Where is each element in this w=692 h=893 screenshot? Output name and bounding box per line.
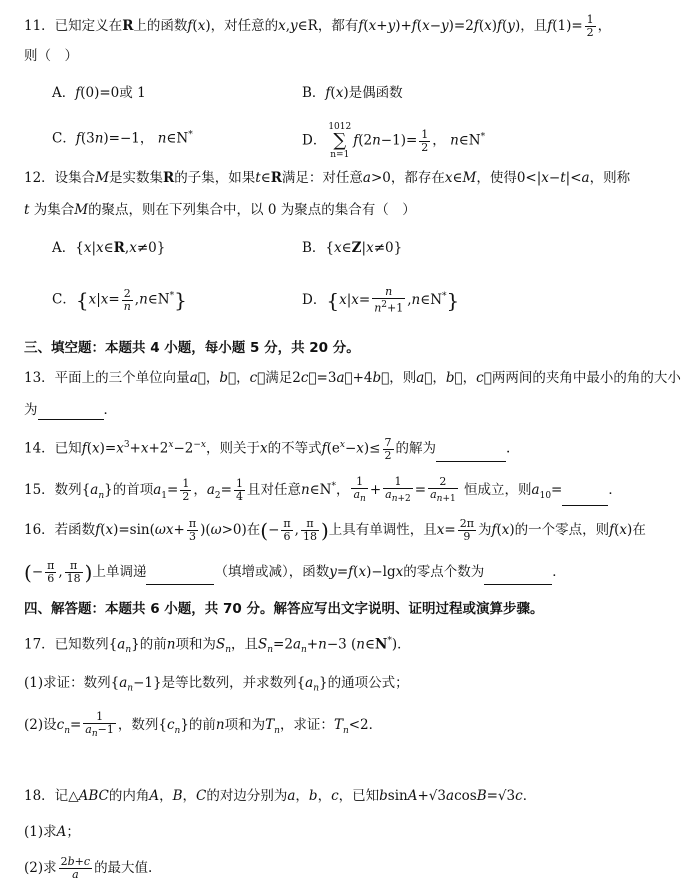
q11-line2: 则（ ） [24, 48, 78, 64]
answer-blank[interactable] [146, 570, 214, 585]
answer-blank[interactable] [484, 570, 552, 585]
q11-option-c: C．f(3n)=−1， n∈N* [52, 130, 193, 147]
section-3-heading: 三、填空题：本题共 4 小题，每小题 5 分，共 20 分。 [24, 340, 360, 356]
q12-option-c: C．{x|x= $\frac{2}{n}$ ,n∈N*} [52, 286, 187, 313]
q18-part2: (2)求 $\frac{2b+c}{a}$ 的最大值. [24, 855, 153, 881]
q18-stem: 18．记△ABC的内角A，B，C的对边分别为a，b，c，已知bsinA+√3acosB=√3c． [24, 788, 537, 804]
q14-stem: 14．已知$f(x)=x^3+x+2^x-2^{-x}$，则关于x的不等式$f(e^x-x)\le$ $\frac{7}{2}$ 的解为 . [24, 435, 511, 462]
section-4-heading: 四、解答题：本题共 6 小题，共 70 分。解答应写出文字说明、证明过程或演算步骤。 [24, 601, 544, 617]
q16-stem: 16．若函数f(x)=sin(ωx+ $\frac{\pi}{3}$ )(ω>0)在(− $\frac{\pi}{6}$ , $\frac{\pi}{18}$ )上具有单调性，且x= $\frac{2\pi}{9}$ 为f(x)的一个零点，则f(x)在 [24, 517, 646, 543]
q13-stem: 13．平面上的三个单位向量a⃗，b⃗，c⃗满足2c⃗=3a⃗+4b⃗，则a⃗，b⃗，c⃗两两间的夹角中最小的角的大小 [24, 370, 681, 386]
q13-line2: 为 ． [24, 402, 117, 418]
q17-part2: (2)设$c_n=$ $\frac{1}{a_n-1}$ ，数列$\{c_n\}$的前n项和为$T_n$，求证：$T_n<2$． [24, 710, 383, 740]
q12-stem: 12．设集合M是实数集R的子集，如果t∈R满足：对任意a>0，都存在x∈M，使得0<|x−t|<a，则称 [24, 170, 631, 186]
q12-option-d: D．{x|x= $\frac{n}{n^2+1}$ ,n∈N*} [302, 285, 460, 315]
answer-blank[interactable] [38, 405, 104, 420]
q12-line2: t 为集合M的聚点，则在下列集合中，以 0 为聚点的集合有（ ） [24, 202, 416, 218]
q12-option-b: B．{x∈Z|x≠0} [302, 240, 403, 256]
q11-stem: 11．已知定义在R上的函数f(x)，对任意的x,y∈R，都有f(x+y)+f(x−y)=2f(x)f(y)，且f(1)= $\frac{1}{2}$ ， [24, 13, 612, 39]
q11-option-d: D．1012 ∑ n=1f(2n−1)= $\frac{1}{2}$ ， n∈N* [302, 122, 486, 160]
q18-part1: (1)求A； [24, 824, 80, 840]
q11-option-b: B．f(x)是偶函数 [302, 85, 403, 101]
q11-option-a: A．f(0)=0或 1 [52, 85, 146, 101]
answer-blank[interactable] [562, 491, 608, 506]
q17-part1: (1)求证：数列$\{a_n-1\}$是等比数列，并求数列$\{a_n\}$的通项公式； [24, 675, 409, 694]
q17-stem: 17．已知数列$\{a_n\}$的前n项和为$S_n$，且$S_n=2a_n+n-3$ (n∈N*)． [24, 636, 411, 656]
q15-stem: 15．数列$\{a_n\}$的首项$a_1=$ $\frac{1}{2}$ ，$a_2=$ $\frac{1}{4}$ 且对任意n∈N*， $\frac{1}{a_n}$ + $\frac{1}{a_{n+2}}$ = $\frac{2}{a_{n+1}}$ 恒成立，则$a_{10}=$ ． [24, 475, 622, 505]
q12-option-a: A．{x|x∈R,x≠0} [52, 240, 166, 256]
answer-blank[interactable] [436, 447, 506, 462]
q16-line2: (− $\frac{\pi}{6}$ , $\frac{\pi}{18}$ )上单调递 （填增或减），函数y=f(x)−lgx的零点个数为 ． [24, 559, 566, 585]
